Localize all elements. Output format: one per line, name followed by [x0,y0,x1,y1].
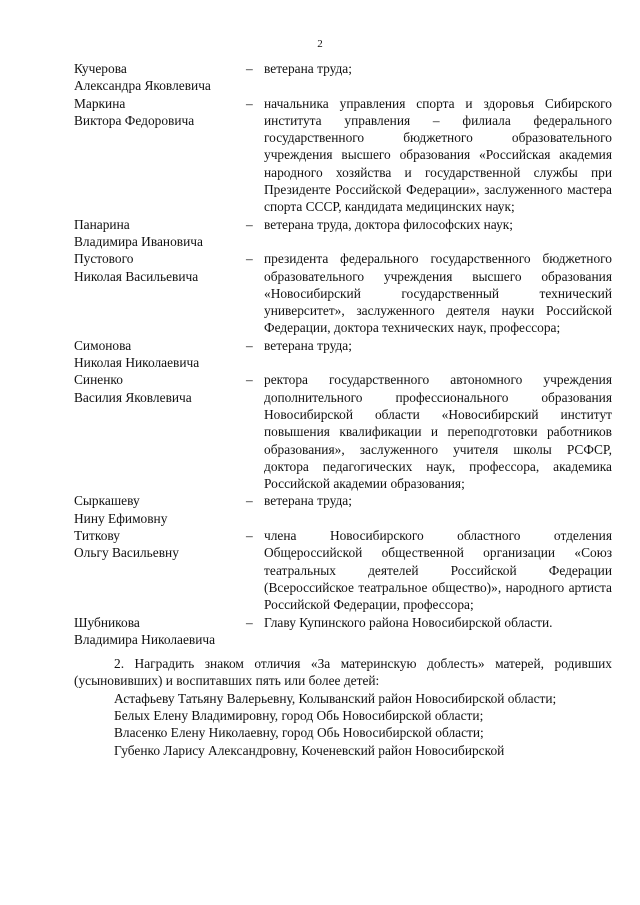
paragraph-list [74,655,612,759]
recipient-name-line: Виктора Федоровича [74,112,195,128]
recipient-description: ректора государственного автономного учреждения дополнительного профессионального образования Новосибирской области «Новосибирский институт повышения квалификации и переподготовки работников образования», заслуженного учителя школы РСФСР, доктора педагогических наук, профессора, академика Российской академии образования; [264,372,612,492]
recipient-description: ветерана труда; [264,61,352,76]
award-entry [74,527,612,613]
recipient-name-line: Николая Васильевича [74,268,199,284]
page-number: 2 [317,38,323,50]
recipient-name-line: Панарина [74,216,130,232]
recipient-name-line: Шубникова [74,614,140,630]
recipient-name-line: Кучерова [74,61,127,76]
recipient-description: ветерана труда; [264,337,352,353]
recipient-name [74,337,246,372]
recipient-name [74,527,246,613]
recipient-paragraph: Белых Елену Владимировну, город Обь Новосибирской области; [114,707,484,723]
recipient-name-line: Василия Яковлевича [74,389,192,405]
award-entry [74,250,612,336]
recipient-name [74,614,246,649]
entry-dash: – [246,337,253,353]
recipient-name-line: Симонова [74,337,132,353]
document-body [74,60,612,759]
recipient-name-line: Синенко [74,372,123,388]
recipient-paragraph: Губенко Ларису Александровну, Коченевский район Новосибирской [114,742,505,758]
recipient-name-line: Сыркашеву [74,493,140,509]
award-entry [74,492,612,527]
recipient-name [74,371,246,492]
recipient-description: ветерана труда; [264,493,352,509]
award-entry [74,216,612,251]
recipient-name [74,250,246,336]
recipient-paragraph: Астафьеву Татьяну Валерьевну, Колыванский район Новосибирской области; [114,690,557,706]
recipient-name [74,95,246,216]
recipient-name-line: Владимира Ивановича [74,233,203,249]
recipient-description: Главу Купинского района Новосибирской области. [264,614,553,630]
recipient-name-line: Владимира Николаевича [74,631,216,647]
entry-dash: – [246,61,253,76]
recipient-name-line: Николая Николаевича [74,355,200,371]
recipient-description: ветерана труда, доктора философских наук; [264,216,513,232]
section-paragraph: 2. Наградить знаком отличия «За материнскую доблесть» матерей, родивших (усыновивших) и воспитавших пять или более детей: [74,656,612,689]
recipient-description: члена Новосибирского областного отделения Общероссийской общественной организации «Союз театральных деятелей Российской Федерации (Всероссийское театральное общество)», народного артиста Российской Федерации, профессора; [264,528,612,613]
recipient-name [74,492,246,527]
award-list [74,60,612,648]
recipient-description: начальника управления спорта и здоровья Сибирского института управления – филиала федерального государственного бюджетного образовательного учреждения высшего образования «Российская академия народного хозяйства и государственной службы при Президенте Российской Федерации», заслуженного мастера спорта СССР, кандидата медицинских наук; [264,95,612,215]
award-entry [74,614,612,649]
award-entry [74,60,612,95]
recipient-name-line: Александра Яковлевича [74,78,211,94]
recipient-paragraph: Власенко Елену Николаевну, город Обь Новосибирской области; [114,725,484,741]
recipient-name [74,216,246,251]
recipient-name-line: Пустового [74,251,134,267]
entry-dash: – [246,493,253,509]
entry-dash: – [246,372,253,388]
award-entry [74,371,612,492]
entry-dash: – [246,95,253,111]
recipient-name-line: Нину Ефимовну [74,510,168,526]
recipient-name-line: Ольгу Васильевну [74,545,179,561]
award-entry [74,95,612,216]
award-entry [74,337,612,372]
recipient-name-line: Маркина [74,95,126,111]
recipient-description: президента федерального государственного бюджетного образовательного учреждения высшего образования «Новосибирский государственный технический университет», заслуженного деятеля науки Российской Федерации, доктора технических наук, профессора; [264,251,612,336]
entry-dash: – [246,528,253,544]
recipient-name-line: Титкову [74,528,120,544]
recipient-name [74,60,246,95]
entry-dash: – [246,251,253,267]
entry-dash: – [246,614,253,630]
entry-dash: – [246,216,253,232]
